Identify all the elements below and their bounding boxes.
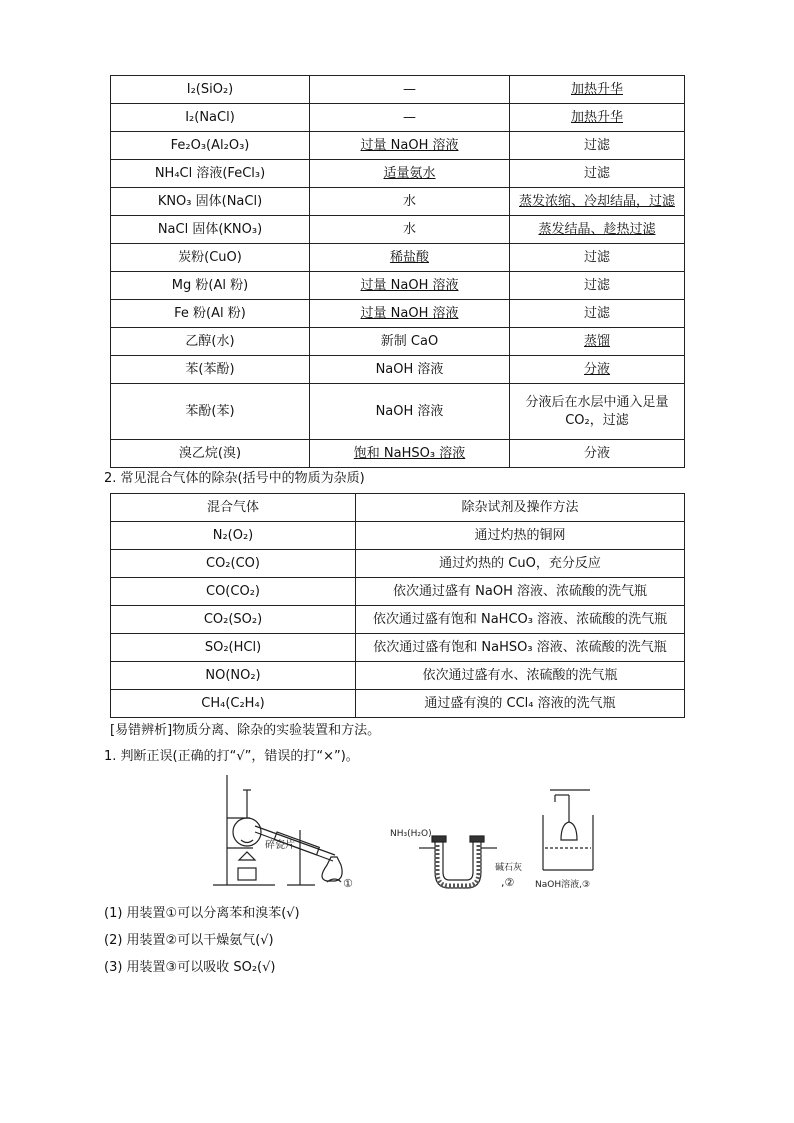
method-cell: [510, 300, 685, 328]
mixture-cell: [111, 328, 310, 356]
figure-label-nh3: NH₃(H₂O): [390, 829, 432, 839]
gas-mixture-cell: CO₂(SO₂): [111, 606, 356, 634]
cell-text: 蒸发结晶、趁热过滤: [538, 221, 656, 237]
method-cell: [510, 384, 685, 440]
table-row: [111, 160, 685, 188]
mixture-cell: [111, 272, 310, 300]
cell-text: Fe 粉(Al 粉): [174, 305, 246, 321]
cell-text: I₂(SiO₂): [186, 81, 234, 97]
cell-text: 饱和 NaHSO₃ 溶液: [353, 445, 466, 461]
method-cell: 依次通过盛有水、浓硫酸的洗气瓶: [356, 662, 685, 690]
cell-text: NaOH 溶液: [375, 403, 444, 419]
table-row: [111, 690, 685, 718]
method-cell: 依次通过盛有 NaOH 溶液、浓硫酸的洗气瓶: [356, 578, 685, 606]
table-row: [111, 272, 685, 300]
table-row: [111, 440, 685, 468]
mixture-cell: [111, 132, 310, 160]
table-row: [111, 606, 685, 634]
cell-text: 过滤: [583, 137, 610, 153]
cell-text: Mg 粉(Al 粉): [171, 277, 249, 293]
header-mixed-gas: 混合气体: [111, 494, 356, 522]
cell-text: 水: [402, 221, 416, 237]
statement-1: (1) 用装置①可以分离苯和溴苯(√): [104, 906, 300, 921]
cell-text: NaCl 固体(KNO₃): [157, 221, 263, 237]
cell-text: 加热升华: [570, 109, 623, 125]
figure-label-porcelain: 碎瓷片: [265, 840, 295, 851]
distillation-apparatus: [213, 775, 342, 885]
cell-text: I₂(NaCl): [185, 109, 235, 125]
method-cell: [510, 188, 685, 216]
error-analysis-note: [易错辨析]物质分离、除杂的实验装置和方法。: [110, 723, 381, 738]
table-row: [111, 104, 685, 132]
cell-text: 溴乙烷(溴): [178, 445, 242, 461]
table-row: [111, 522, 685, 550]
reagent-cell: [310, 300, 510, 328]
cell-text: 水: [402, 193, 416, 209]
method-cell: 通过灼热的铜网: [356, 522, 685, 550]
u-tube-apparatus: [419, 836, 497, 888]
mixture-cell: [111, 76, 310, 104]
absorption-apparatus: [543, 790, 593, 870]
cell-text: 过量 NaOH 溶液: [360, 305, 459, 321]
cell-text: 稀盐酸: [389, 249, 429, 265]
impurity-removal-table-solids: [110, 75, 685, 468]
reagent-cell: [310, 328, 510, 356]
cell-text: 分液后在水层中通入足量 CO₂，过滤: [525, 394, 669, 428]
cell-text: 过量 NaOH 溶液: [360, 137, 459, 153]
method-cell: 通过灼热的 CuO，充分反应: [356, 550, 685, 578]
cell-text: 乙醇(水): [185, 333, 235, 349]
table-row: [111, 132, 685, 160]
table-row: [111, 328, 685, 356]
cell-text: 蒸馏: [583, 333, 610, 349]
cell-text: KNO₃ 固体(NaCl): [157, 193, 263, 209]
mixture-cell: [111, 216, 310, 244]
header-method: 除杂试剂及操作方法: [356, 494, 685, 522]
mixture-cell: [111, 188, 310, 216]
method-cell: 通过盛有溴的 CCl₄ 溶液的洗气瓶: [356, 690, 685, 718]
cell-text: 分液: [583, 445, 610, 461]
reagent-cell: [310, 160, 510, 188]
method-cell: 依次通过盛有饱和 NaHCO₃ 溶液、浓硫酸的洗气瓶: [356, 606, 685, 634]
method-cell: [510, 328, 685, 356]
table-row: [111, 188, 685, 216]
table-row: [111, 244, 685, 272]
gas-impurity-removal-table: [110, 493, 685, 718]
table-row: [111, 578, 685, 606]
figure-num-2: ,②: [501, 876, 515, 889]
cell-text: 过滤: [583, 305, 610, 321]
cell-text: —: [403, 109, 416, 125]
cell-text: 过滤: [583, 249, 610, 265]
table-row: [111, 634, 685, 662]
table-row: [111, 356, 685, 384]
reagent-cell: [310, 132, 510, 160]
reagent-cell: [310, 272, 510, 300]
reagent-cell: [310, 104, 510, 132]
figure-label-naoh: NaOH溶液,③: [535, 880, 591, 890]
figure-label-soda-lime: 碱石灰: [495, 863, 523, 873]
cell-text: 蒸发浓缩、冷却结晶，过滤: [518, 193, 675, 209]
table-row: [111, 300, 685, 328]
table-row: [111, 76, 685, 104]
gas-mixture-cell: SO₂(HCl): [111, 634, 356, 662]
cell-text: —: [403, 81, 416, 97]
gas-mixture-cell: NO(NO₂): [111, 662, 356, 690]
reagent-cell: [310, 440, 510, 468]
mixture-cell: [111, 356, 310, 384]
cell-text: 炭粉(CuO): [178, 249, 242, 265]
method-cell: [510, 244, 685, 272]
cell-text: 适量氨水: [383, 165, 436, 181]
cell-text: NH₄Cl 溶液(FeCl₃): [154, 165, 266, 181]
mixture-cell: [111, 384, 310, 440]
table-row: [111, 550, 685, 578]
method-cell: [510, 160, 685, 188]
reagent-cell: [310, 76, 510, 104]
cell-text: 新制 CaO: [380, 333, 439, 349]
method-cell: 依次通过盛有饱和 NaHSO₃ 溶液、浓硫酸的洗气瓶: [356, 634, 685, 662]
mixture-cell: [111, 104, 310, 132]
cell-text: 过量 NaOH 溶液: [360, 277, 459, 293]
figure-num-1: ①: [343, 877, 353, 890]
statement-3: (3) 用装置③可以吸收 SO₂(√): [104, 960, 276, 975]
method-cell: [510, 272, 685, 300]
reagent-cell: [310, 356, 510, 384]
method-cell: [510, 440, 685, 468]
gas-mixture-cell: CH₄(C₂H₄): [111, 690, 356, 718]
reagent-cell: [310, 216, 510, 244]
reagent-cell: [310, 188, 510, 216]
cell-text: NaOH 溶液: [375, 361, 444, 377]
question-1: 1. 判断正误(正确的打“√”，错误的打“×”)。: [104, 749, 359, 764]
mixture-cell: [111, 300, 310, 328]
reagent-cell: [310, 384, 510, 440]
cell-text: 过滤: [583, 277, 610, 293]
statement-2: (2) 用装置②可以干燥氨气(√): [104, 933, 274, 948]
mixture-cell: [111, 160, 310, 188]
mixture-cell: [111, 244, 310, 272]
cell-text: 过滤: [583, 165, 610, 181]
mixture-cell: [111, 440, 310, 468]
section-2-title: 2. 常见混合气体的除杂(括号中的物质为杂质): [104, 471, 365, 486]
table-row: [111, 662, 685, 690]
cell-text: 分液: [583, 361, 610, 377]
table-header-row: [111, 494, 685, 522]
apparatus-figure: [205, 770, 625, 895]
table-row: [111, 384, 685, 440]
method-cell: [510, 132, 685, 160]
cell-text: 苯酚(苯): [185, 403, 235, 419]
gas-mixture-cell: CO(CO₂): [111, 578, 356, 606]
cell-text: 苯(苯酚): [185, 361, 235, 377]
method-cell: [510, 104, 685, 132]
cell-text: Fe₂O₃(Al₂O₃): [170, 137, 250, 153]
method-cell: [510, 76, 685, 104]
reagent-cell: [310, 244, 510, 272]
method-cell: [510, 356, 685, 384]
gas-mixture-cell: CO₂(CO): [111, 550, 356, 578]
method-cell: [510, 216, 685, 244]
cell-text: 加热升华: [570, 81, 623, 97]
gas-mixture-cell: N₂(O₂): [111, 522, 356, 550]
table-row: [111, 216, 685, 244]
